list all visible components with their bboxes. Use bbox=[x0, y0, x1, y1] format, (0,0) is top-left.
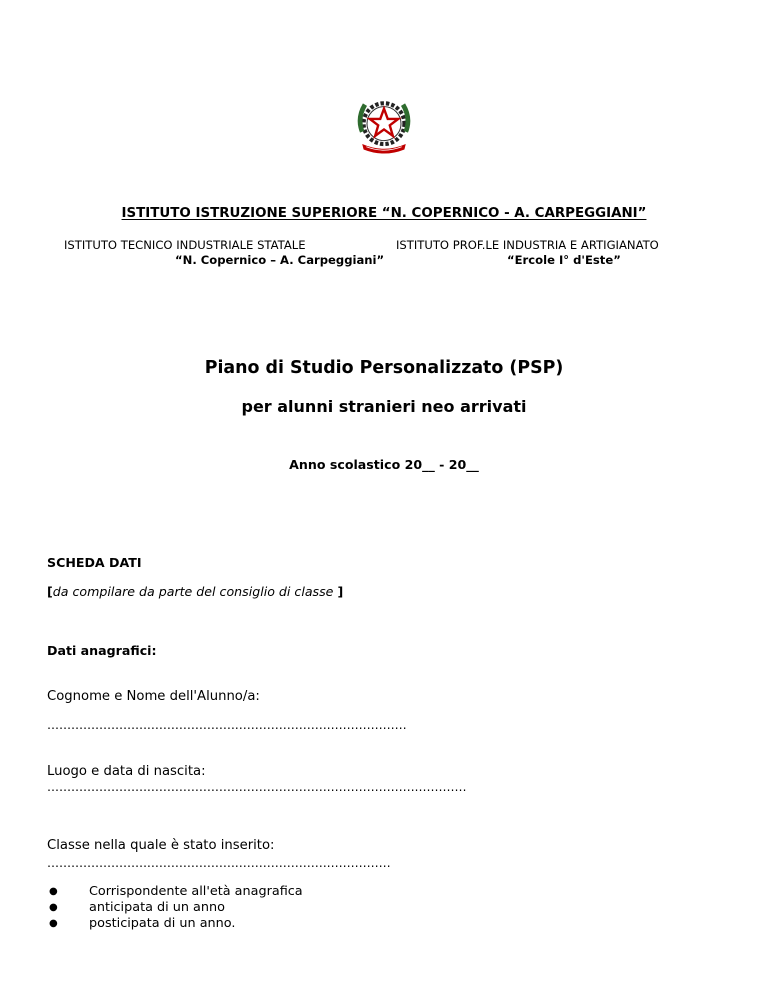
class-inserted-field[interactable]: …................................................................................... bbox=[47, 856, 391, 870]
note-open-bracket: [ bbox=[47, 584, 53, 599]
student-name-field[interactable]: …....................................................................................... bbox=[47, 718, 407, 732]
school-year: Anno scolastico 20__ - 20__ bbox=[289, 457, 479, 472]
class-options-list bbox=[47, 884, 303, 932]
class-inserted-label: Classe nella quale è stato inserito: bbox=[47, 838, 275, 853]
class-option-one-year-ahead: ● anticipata di un anno bbox=[47, 900, 303, 916]
note-close-bracket: ] bbox=[337, 584, 344, 599]
italian-republic-emblem-icon bbox=[350, 91, 418, 159]
class-option-one-year-behind: ● posticipata di un anno. bbox=[47, 916, 303, 932]
birth-place-date-field[interactable]: …...................................................................................................... bbox=[47, 780, 467, 794]
compile-note bbox=[47, 584, 343, 599]
note-text: da compilare da parte del consiglio di classe bbox=[52, 584, 338, 599]
personal-data-title: Dati anagrafici: bbox=[47, 643, 157, 658]
section-title: SCHEDA DATI bbox=[47, 555, 142, 570]
left-school-type: ISTITUTO TECNICO INDUSTRIALE STATALE bbox=[64, 238, 306, 252]
right-school-name: “Ercole I° d'Este” bbox=[507, 253, 621, 267]
document-subtitle: per alunni stranieri neo arrivati bbox=[241, 397, 527, 416]
left-school-name: “N. Copernico – A. Carpeggiani” bbox=[175, 253, 385, 267]
right-school-type: ISTITUTO PROF.LE INDUSTRIA E ARTIGIANATO bbox=[396, 238, 659, 252]
student-name-label: Cognome e Nome dell'Alunno/a: bbox=[47, 689, 260, 704]
document-title: Piano di Studio Personalizzato (PSP) bbox=[204, 358, 564, 378]
institute-title: ISTITUTO ISTRUZIONE SUPERIORE “N. COPERNICO - A. CARPEGGIANI” bbox=[121, 206, 647, 221]
birth-place-date-label: Luogo e data di nascita: bbox=[47, 764, 206, 779]
class-option-age-matching: ● Corrispondente all'età anagrafica bbox=[47, 884, 303, 900]
